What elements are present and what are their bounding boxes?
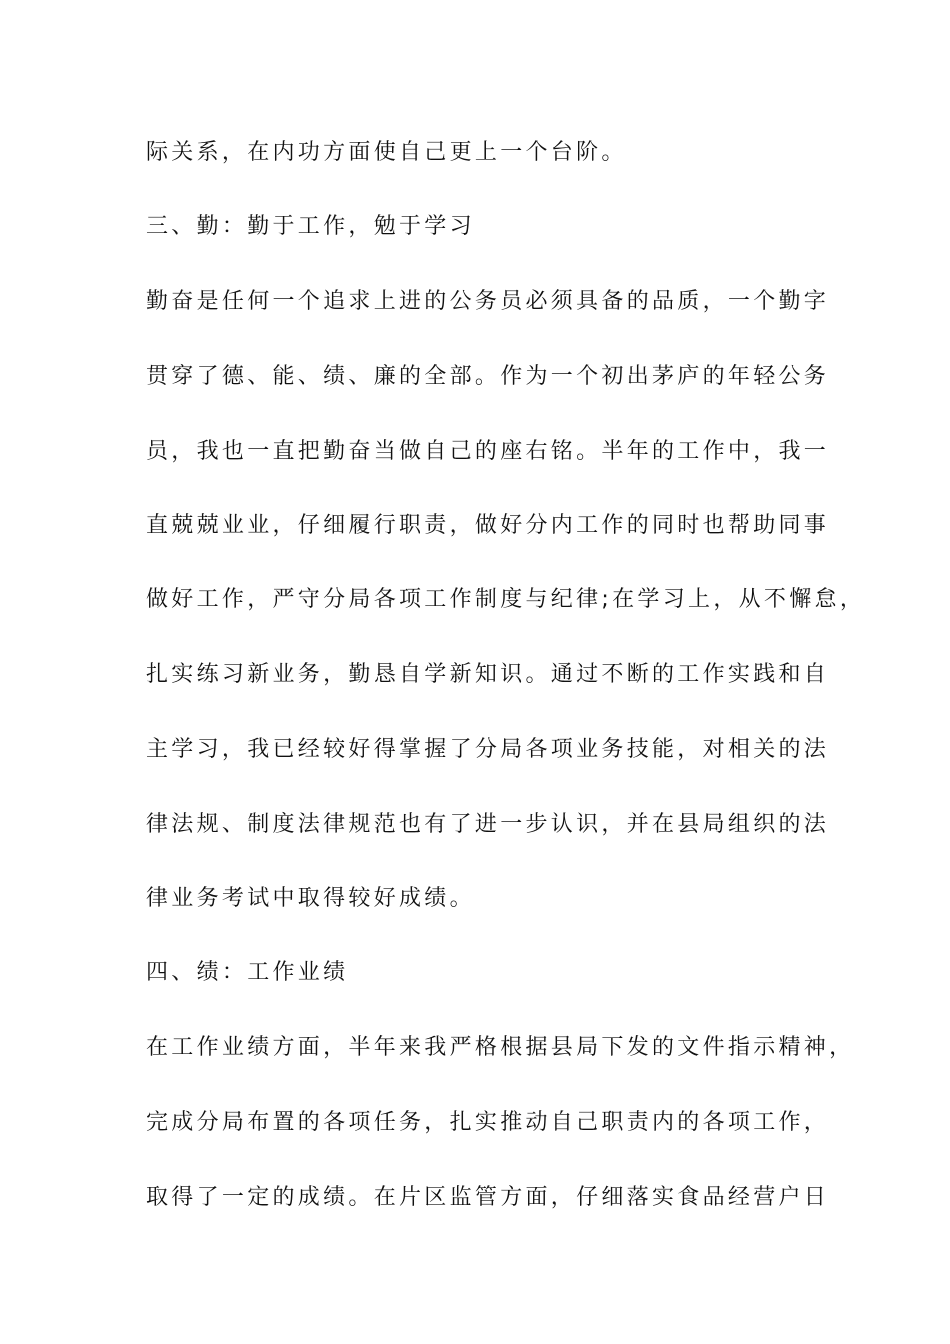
paragraph-line: 直兢兢业业，仔细履行职责，做好分内工作的同时也帮助同事 [146,513,830,538]
paragraph-line: 律业务考试中取得较好成绩。 [146,886,475,911]
paragraph-line: 贯穿了德、能、绩、廉的全部。作为一个初出茅庐的年轻公务 [146,364,830,389]
paragraph-line: 取得了一定的成绩。在片区监管方面，仔细落实食品经营户日 [146,1185,830,1210]
paragraph-line: 主学习，我已经较好得掌握了分局各项业务技能，对相关的法 [146,737,830,762]
paragraph-line: 际关系，在内功方面使自己更上一个台阶。 [146,140,627,165]
section-heading-performance: 四、绩：工作业绩 [146,960,349,985]
paragraph-line: 完成分局布置的各项任务，扎实推动自己职责内的各项工作， [146,1110,830,1135]
paragraph-line: 扎实练习新业务，勤恳自学新知识。通过不断的工作实践和自 [146,662,830,687]
section-heading-diligence: 三、勤：勤于工作，勉于学习 [146,214,475,239]
paragraph-line: 在工作业绩方面，半年来我严格根据县局下发的文件指示精神， [146,1035,855,1060]
paragraph-line: 律法规、制度法律规范也有了进一步认识，并在县局组织的法 [146,812,830,837]
paragraph-line: 勤奋是任何一个追求上进的公务员必须具备的品质，一个勤字 [146,289,830,314]
paragraph-line: 做好工作，严守分局各项工作制度与纪律;在学习上，从不懈怠， [146,587,866,612]
paragraph-line: 员，我也一直把勤奋当做自己的座右铭。半年的工作中，我一 [146,439,830,464]
